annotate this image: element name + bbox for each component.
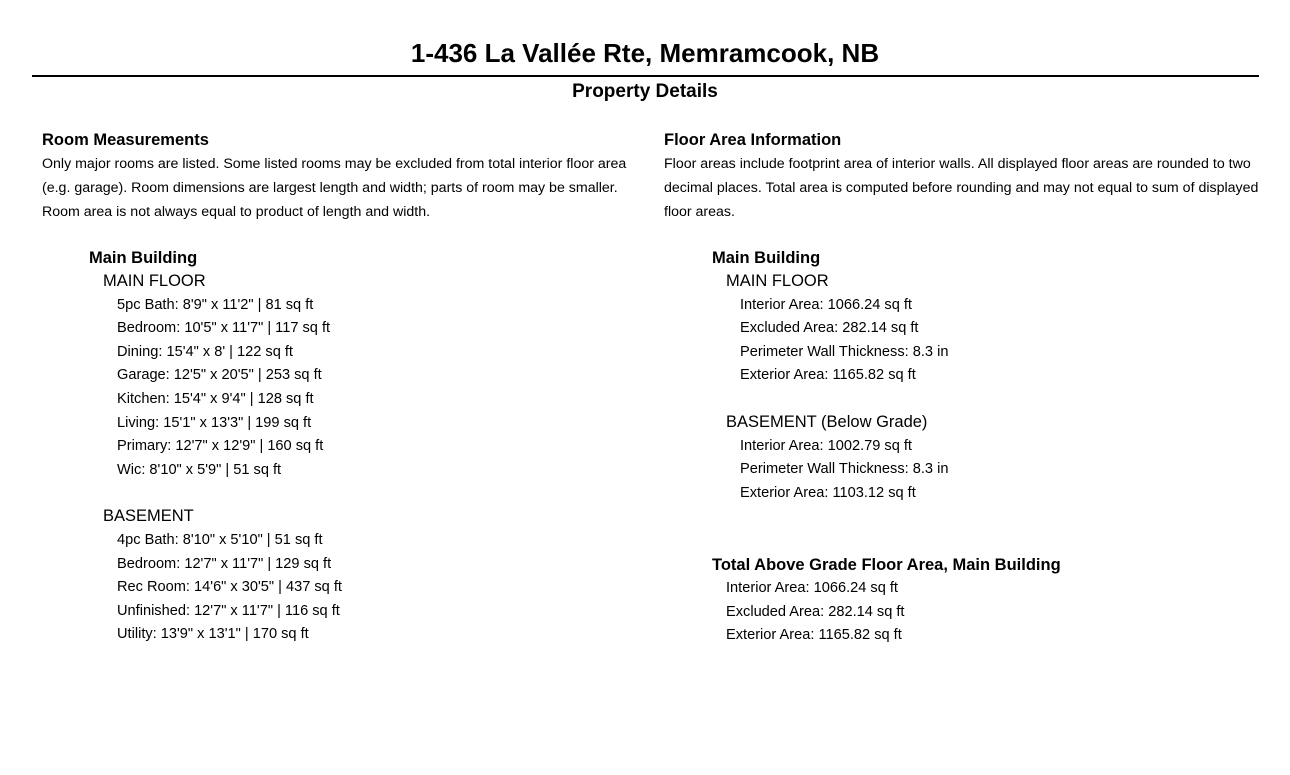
room-entry: Utility: 13'9" x 13'1" | 170 sq ft	[117, 626, 309, 643]
room-measurements-description-line: Only major rooms are listed. Some listed rooms may be excluded from total interior floor area	[42, 156, 627, 172]
room-entry: 4pc Bath: 8'10" x 5'10" | 51 sq ft	[117, 531, 323, 548]
floor-area-description-line: floor areas.	[664, 204, 735, 220]
floor-heading-main-floor: MAIN FLOOR	[103, 272, 206, 290]
room-entry: Dining: 15'4" x 8' | 122 sq ft	[117, 343, 293, 360]
total-area-entry: Exterior Area: 1165.82 sq ft	[726, 627, 902, 644]
page-subtitle: Property Details	[572, 81, 718, 102]
room-entry: Bedroom: 12'7" x 11'7" | 129 sq ft	[117, 555, 332, 572]
room-list-main-building	[89, 246, 629, 647]
floor-area-main-building	[712, 246, 1252, 505]
building-heading: Main Building	[89, 249, 198, 267]
floor-area-heading: Floor Area Information	[664, 131, 842, 149]
page-title: 1-436 La Vallée Rte, Memramcook, NB	[410, 38, 880, 68]
room-measurements-section	[42, 128, 642, 224]
room-entry: Bedroom: 10'5" x 11'7" | 117 sq ft	[117, 320, 331, 337]
area-entry: Perimeter Wall Thickness: 8.3 in	[740, 461, 949, 478]
room-entry: Primary: 12'7" x 12'9" | 160 sq ft	[117, 438, 324, 455]
total-area-entry: Excluded Area: 282.14 sq ft	[726, 603, 905, 620]
area-entry: Perimeter Wall Thickness: 8.3 in	[740, 343, 949, 360]
total-above-grade-heading: Total Above Grade Floor Area, Main Building	[712, 556, 1061, 574]
room-measurements-heading: Room Measurements	[42, 131, 209, 149]
room-entry: Rec Room: 14'6" x 30'5" | 437 sq ft	[117, 579, 342, 596]
total-above-grade-section	[712, 553, 1272, 648]
area-entry: Interior Area: 1066.24 sq ft	[740, 296, 912, 313]
room-entry: Wic: 8'10" x 5'9" | 51 sq ft	[117, 461, 282, 478]
floor-heading-main-floor: MAIN FLOOR	[726, 272, 829, 290]
title-divider	[32, 75, 1259, 77]
room-entry: Unfinished: 12'7" x 11'7" | 116 sq ft	[117, 602, 340, 619]
room-entry: Kitchen: 15'4" x 9'4" | 128 sq ft	[117, 390, 314, 407]
area-entry: Exterior Area: 1165.82 sq ft	[740, 367, 916, 384]
room-entry: 5pc Bath: 8'9" x 11'2" | 81 sq ft	[117, 296, 314, 313]
floor-area-description-line: Floor areas include footprint area of interior walls. All displayed floor areas are rounded to two	[664, 156, 1251, 172]
floor-area-description-line: decimal places. Total area is computed before rounding and may not equal to sum of displayed	[664, 180, 1259, 196]
floor-heading-basement: BASEMENT	[103, 507, 194, 526]
area-entry: Interior Area: 1002.79 sq ft	[740, 437, 912, 454]
area-entry: Exterior Area: 1103.12 sq ft	[740, 484, 916, 501]
area-entry: Excluded Area: 282.14 sq ft	[740, 320, 919, 337]
room-measurements-description-line: Room area is not always equal to product of length and width.	[42, 204, 431, 220]
room-measurements-description-line: (e.g. garage). Room dimensions are largest length and width; parts of room may be smaller.	[42, 180, 618, 196]
building-heading: Main Building	[712, 249, 821, 267]
room-entry: Living: 15'1" x 13'3" | 199 sq ft	[117, 414, 312, 431]
total-area-entry: Interior Area: 1066.24 sq ft	[726, 580, 898, 596]
floor-area-section	[664, 128, 1274, 224]
room-entry: Garage: 12'5" x 20'5" | 253 sq ft	[117, 367, 322, 384]
floor-heading-basement: BASEMENT (Below Grade)	[726, 412, 928, 431]
